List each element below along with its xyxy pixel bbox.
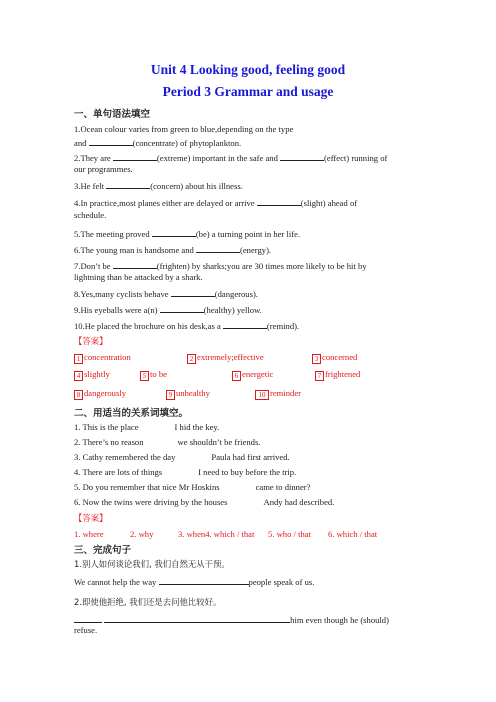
- question-7-line1: [74, 260, 367, 272]
- question-7-line2: lightning than be attacked by a shark.: [74, 272, 203, 282]
- relative-question-5: [74, 482, 310, 493]
- q10-part1: 10.He placed the brochure on his desk,as a: [74, 321, 221, 331]
- relative-question-6: [74, 497, 334, 508]
- answer-item: [166, 388, 210, 400]
- answer-number: 10: [255, 390, 269, 400]
- relative-question-4: [74, 467, 296, 478]
- q3-part1: 3.He felt: [74, 181, 105, 191]
- q4-part1: 4.In practice,most planes either are delayed or arrive: [74, 198, 255, 208]
- q8-part1: 8.Yes,many cyclists behave: [74, 289, 169, 299]
- section3-heading: 三、完成句子: [74, 545, 132, 556]
- q3-part2: (concern) about his illness.: [150, 181, 243, 191]
- relative-answer: 5. who / that: [268, 529, 311, 539]
- answer-text: concerned: [322, 352, 358, 362]
- q5-part1: 5.The meeting proved: [74, 229, 150, 239]
- answer-blank: [113, 152, 157, 161]
- q7-part1: 7.Don’t be: [74, 261, 111, 271]
- answer-blank: [89, 137, 133, 146]
- answer-number: 9: [166, 390, 175, 400]
- q8-part2: (dangerous).: [214, 289, 258, 299]
- rq6-part1: 6. Now the twins were driving by the houses: [74, 497, 228, 507]
- answer-blank: [106, 180, 150, 189]
- q10-part2: (remind).: [266, 321, 300, 331]
- answer-label: 【答案】: [74, 513, 108, 523]
- answer-text: reminder: [270, 388, 302, 398]
- answer-blank: [74, 614, 102, 623]
- section1-heading: 一、单句语法填空: [74, 109, 151, 120]
- answer-blank: [152, 228, 196, 237]
- question-4-line1: [74, 197, 357, 209]
- answer-blank: [113, 260, 157, 269]
- answer-text: frightened: [325, 369, 361, 379]
- answer-number: 7: [315, 371, 324, 381]
- answer-item: [74, 369, 110, 381]
- relative-question-2: [74, 437, 260, 448]
- question-5: [74, 228, 300, 240]
- answer-item: [74, 388, 126, 400]
- s1-part2: people speak of us.: [248, 577, 315, 587]
- rq2-part2: we shouldn’t be friends.: [177, 437, 261, 447]
- sentence-2-english: [74, 614, 389, 626]
- answer-blank: [104, 614, 290, 623]
- question-2-line2: our programmes.: [74, 164, 133, 174]
- q5-part2: (be) a turning point in her life.: [195, 229, 301, 239]
- section2-heading: 二、用适当的关系词填空。: [74, 408, 189, 419]
- answer-item: [312, 352, 357, 364]
- answer-item: [140, 369, 167, 381]
- q2-part2: (extreme) important in the safe and: [156, 153, 278, 163]
- q9-part2: (healthy) yellow.: [203, 305, 262, 315]
- answer-text: dangerously: [84, 388, 127, 398]
- rq5-part1: 5. Do you remember that nice Mr Hoskins: [74, 482, 220, 492]
- q6-part2: (energy).: [239, 245, 272, 255]
- rq3-part1: 3. Cathy remembered the day: [74, 452, 176, 462]
- rq1-part2: I hid the key.: [174, 422, 220, 432]
- answer-blank: [257, 197, 301, 206]
- answer-text: unhealthy: [176, 388, 210, 398]
- page-subtitle: Period 3 Grammar and usage: [162, 84, 334, 99]
- relative-answer: 1. where: [74, 529, 104, 539]
- sentence-2-chinese: 2.即使他拒绝, 我们还是去问他比较好。: [74, 597, 222, 607]
- answer-number: 5: [140, 371, 149, 381]
- s1-part1: We cannot help the way: [74, 577, 157, 587]
- question-9: [74, 304, 262, 316]
- answer-label: 【答案】: [74, 336, 108, 346]
- question-1-line2: [74, 137, 241, 149]
- answer-item: [187, 352, 264, 364]
- answer-item: [315, 369, 360, 381]
- question-1-line1: 1.Ocean colour varies from green to blue,depending on the type: [74, 124, 294, 134]
- relative-question-1: [74, 422, 219, 433]
- question-2-line1: [74, 152, 387, 164]
- answer-blank: [223, 320, 267, 329]
- page-title: Unit 4 Looking good, feeling good: [150, 62, 346, 77]
- answer-item: [232, 369, 273, 381]
- question-8: [74, 288, 258, 300]
- question-4-line2: schedule.: [74, 210, 107, 220]
- question-1-hint: (concentrate) of phytoplankton.: [132, 138, 242, 148]
- answer-number: 8: [74, 390, 83, 400]
- rq4-part2: I need to buy before the trip.: [198, 467, 297, 477]
- q9-part1: 9.His eyeballs were a(n): [74, 305, 158, 315]
- answer-blank: [196, 244, 240, 253]
- rq6-part2: Andy had described.: [263, 497, 335, 507]
- answer-blank: [171, 288, 215, 297]
- question-10: [74, 320, 299, 332]
- rq1-part1: 1. This is the place: [74, 422, 139, 432]
- answer-number: 1: [74, 354, 83, 364]
- sentence-1-chinese: 1.别人如何谈论我们, 我们自然无从干预。: [74, 559, 230, 569]
- q2-part3: (effect) running of: [324, 153, 388, 163]
- question-3: [74, 180, 243, 192]
- answer-text: concentration: [84, 352, 131, 362]
- rq3-part2: Paula had first arrived.: [211, 452, 290, 462]
- relative-question-3: [74, 452, 290, 463]
- sentence-1-english: [74, 576, 314, 588]
- answer-text: energetic: [242, 369, 274, 379]
- relative-answer: 3. when4. which / that: [178, 529, 255, 539]
- sentence-2-line2: refuse.: [74, 625, 98, 635]
- answer-blank: [280, 152, 324, 161]
- relative-answer: 6. which / that: [328, 529, 378, 539]
- rq2-part1: 2. There’s no reason: [74, 437, 144, 447]
- q2-part1: 2.They are: [74, 153, 111, 163]
- and-text: and: [74, 138, 87, 148]
- relative-answer: 2. why: [130, 529, 154, 539]
- answer-text: extremely;effective: [197, 352, 264, 362]
- answer-text: slightly: [84, 369, 110, 379]
- answer-number: 6: [232, 371, 241, 381]
- answer-number: 2: [187, 354, 196, 364]
- answer-text: to be: [150, 369, 167, 379]
- rq5-part2: came to dinner?: [255, 482, 311, 492]
- rq4-part1: 4. There are lots of things: [74, 467, 163, 477]
- q4-part2: (slight) ahead of: [300, 198, 358, 208]
- q6-part1: 6.The young man is handsome and: [74, 245, 194, 255]
- q7-part2: (frighten) by sharks;you are 30 times more likely to be hit by: [156, 261, 367, 271]
- answer-number: 4: [74, 371, 83, 381]
- answer-blank: [160, 304, 204, 313]
- answer-item: [74, 352, 131, 364]
- question-6: [74, 244, 271, 256]
- answer-blank: [159, 576, 249, 585]
- answer-item: [255, 388, 301, 400]
- answer-number: 3: [312, 354, 321, 364]
- s2-part1: him even though he (should): [290, 615, 389, 625]
